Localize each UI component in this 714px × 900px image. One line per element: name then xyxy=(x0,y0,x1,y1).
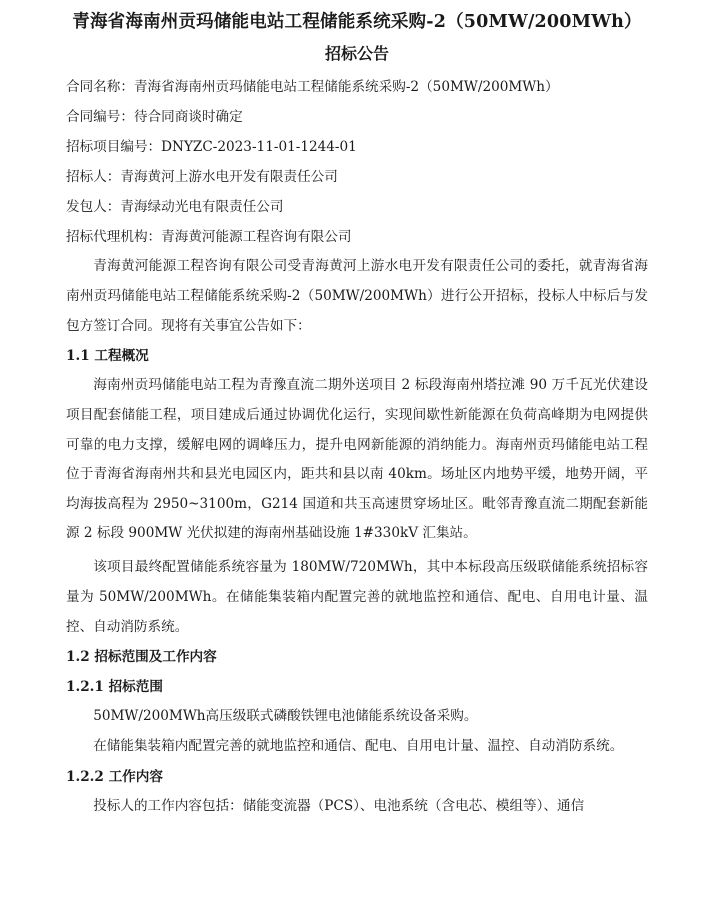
document-subtitle: 招标公告 xyxy=(324,44,389,63)
intro-paragraph: 青海黄河能源工程咨询有限公司受青海黄河上游水电开发有限责任公司的委托，就青海省海南州贡玛储能电站工程储能系统采购-2（50MW/200MWh）进行公开招标，投标人中标后与发包方签订合同。现将有关事宜公告如下： xyxy=(66,258,648,334)
section-1-1-heading: 1.1 工程概况 xyxy=(66,348,149,365)
section-1-2-heading: 1.2 招标范围及工作内容 xyxy=(66,649,217,666)
section-1-2-1-heading: 1.2.1 招标范围 xyxy=(66,679,163,696)
meta-employer: 发包人：青海绿动光电有限责任公司 xyxy=(66,199,284,215)
meta-project-no: 招标项目编号：DNYZC-2023-11-01-1244-01 xyxy=(66,139,357,155)
meta-tenderer: 招标人：青海黄河上游水电开发有限责任公司 xyxy=(66,169,338,185)
section-1-2-2-heading: 1.2.2 工作内容 xyxy=(66,768,163,785)
document-title: 青海省海南州贡玛储能电站工程储能系统采购-2（50MW/200MWh） xyxy=(72,12,642,32)
meta-agency: 招标代理机构：青海黄河能源工程咨询有限公司 xyxy=(66,229,352,245)
section-1-1-paragraph-2: 该项目最终配置储能系统容量为 180MW/720MWh，其中本标段高压级联储能系统招标容量为 50MW/200MWh。在储能集装箱内配置完善的就地监控和通信、配电、自用电计量、温控、自动消防系统。 xyxy=(66,558,648,635)
section-1-2-2-paragraph-1: 投标人的工作内容包括：储能变流器（PCS）、电池系统（含电芯、模组等）、通信 xyxy=(93,797,585,814)
meta-contract-name: 合同名称：青海省海南州贡玛储能电站工程储能系统采购-2（50MW/200MWh） xyxy=(66,79,559,95)
section-1-2-1-paragraph-1: 50MW/200MWh高压级联式磷酸铁锂电池储能系统设备采购。 xyxy=(93,708,478,725)
section-1-1-paragraph-1: 海南州贡玛储能电站工程为青豫直流二期外送项目 2 标段海南州塔拉滩 90 万千瓦光伏建设项目配套储能工程，项目建成后通过协调优化运行，实现间歇性新能源在负荷高峰期为电网提供可靠的电力支撑，缓解电网的调峰压力，提升电网新能源的消纳能力。海南州贡玛储能电站工程位于青海省海南州共和县光电园区内，距共和县以南 40km。场址区内地势平缓，地势开阔，平均海拔高程为 2950~3100m，G214 国道和共玉高速贯穿场址区。毗邻青豫直流二期配套新能源 2 标段 900MW 光伏拟建的海南州基础设施 1#330kV 汇集站。 xyxy=(66,377,648,542)
section-1-2-1-paragraph-2: 在储能集装箱内配置完善的就地监控和通信、配电、自用电计量、温控、自动消防系统。 xyxy=(93,738,624,755)
meta-contract-no: 合同编号：待合同商谈时确定 xyxy=(66,109,243,125)
